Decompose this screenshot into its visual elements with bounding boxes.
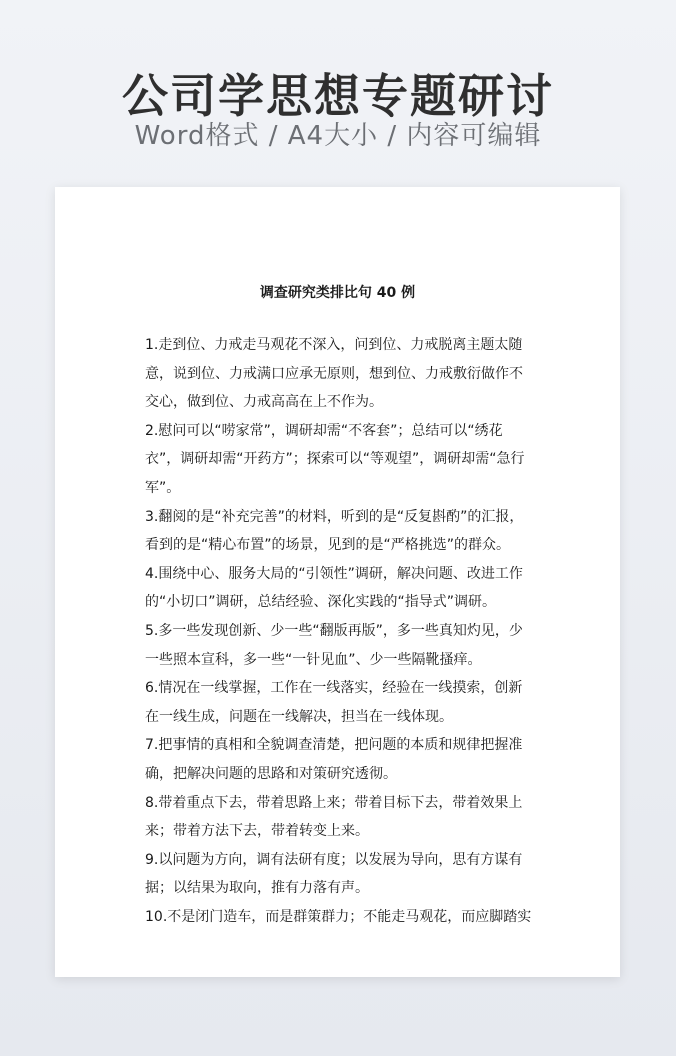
paragraph: 7.把事情的真相和全貌调查清楚，把问题的本质和规律把握准确，把解决问题的思路和对策研究透彻。 bbox=[145, 737, 523, 782]
paragraph: 10.不是闭门造车，而是群策群力；不能走马观花，而应脚踏实 bbox=[145, 908, 532, 925]
paragraph: 5.多一些发现创新、少一些“翻版再版”，多一些真知灼见，少一些照本宣科，多一些“一针见血”、少一些隔靴搔痒。 bbox=[145, 622, 523, 668]
paragraph: 3.翻阅的是“补充完善”的材料，听到的是“反复斟酌”的汇报，看到的是“精心布置”的场景，见到的是“严格挑选”的群众。 bbox=[145, 508, 524, 554]
document-heading: 调查研究类排比句 40 例 bbox=[259, 285, 416, 301]
paragraph: 2.慰问可以“唠家常”，调研却需“不客套”；总结可以“绣花衣”，调研却需“开药方”；探索可以“等观望”，调研却需“急行军”。 bbox=[145, 422, 525, 496]
paragraph: 9.以问题为方向，调有法研有度；以发展为导向，思有方谋有据；以结果为取向，推有力落有声。 bbox=[145, 851, 523, 897]
document-body bbox=[145, 331, 535, 931]
paragraph: 4.围绕中心、服务大局的“引领性”调研，解决问题、改进工作的“小切口”调研，总结经验、深化实践的“指导式”调研。 bbox=[145, 565, 523, 611]
paragraph: 6.情况在一线掌握，工作在一线落实，经验在一线摸索，创新在一线生成，问题在一线解决，担当在一线体现。 bbox=[145, 680, 523, 725]
page-title: 公司学思想专题研讨 bbox=[122, 69, 554, 123]
paragraph: 1.走到位、力戒走马观花不深入，问到位、力戒脱离主题太随意，说到位、力戒满口应承无原则，想到位、力戒敷衍做作不交心，做到位、力戒高高在上不作为。 bbox=[145, 337, 523, 411]
page-subtitle: Word格式 / A4大小 / 内容可编辑 bbox=[134, 121, 542, 151]
document-page bbox=[55, 187, 620, 977]
paragraph: 8.带着重点下去，带着思路上来；带着目标下去，带着效果上来；带着方法下去，带着转变上来。 bbox=[145, 794, 523, 840]
